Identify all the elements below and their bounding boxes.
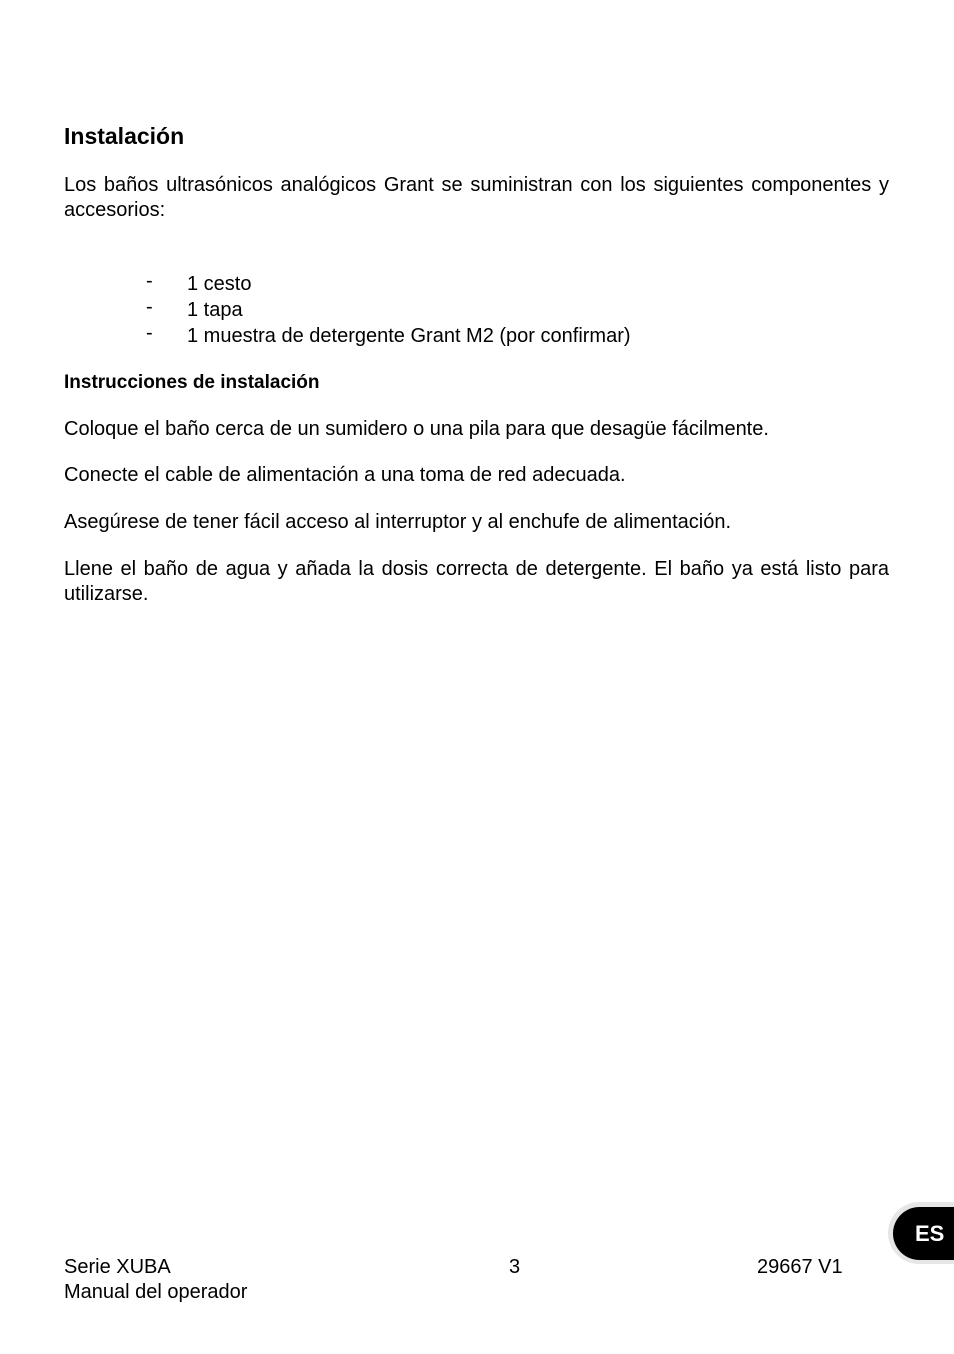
list-item [146, 323, 631, 349]
bullet-dash: - [146, 270, 153, 292]
section-heading: Instalación [64, 123, 185, 149]
components-list [146, 271, 631, 349]
instruction-paragraph: Conecte el cable de alimentación a una toma de red adecuada. [64, 464, 626, 486]
list-item-text: 1 muestra de detergente Grant M2 (por confirmar) [187, 325, 631, 347]
footer-page-number: 3 [509, 1256, 521, 1278]
footer-doc-code: 29667 V1 [757, 1256, 843, 1278]
footer-left [64, 1255, 247, 1305]
list-item-text: 1 tapa [187, 299, 243, 321]
intro-paragraph: Los baños ultrasónicos analógicos Grant se suministran con los siguientes componentes y accesorios: [64, 174, 889, 221]
bullet-dash: - [146, 296, 153, 318]
list-item-text: 1 cesto [187, 273, 252, 295]
instruction-paragraph: Llene el baño de agua y añada la dosis correcta de detergente. El baño ya está listo para utilizarse. [64, 558, 889, 605]
list-item [146, 271, 631, 297]
language-badge: ES [893, 1207, 954, 1260]
list-item [146, 297, 631, 323]
footer-series: Serie XUBA [64, 1256, 171, 1278]
footer-manual: Manual del operador [64, 1281, 248, 1303]
instruction-paragraph: Asegúrese de tener fácil acceso al interruptor y al enchufe de alimentación. [64, 511, 732, 533]
instruction-paragraph: Coloque el baño cerca de un sumidero o una pila para que desagüe fácilmente. [64, 418, 769, 440]
bullet-dash: - [146, 322, 153, 344]
instructions-heading: Instrucciones de instalación [64, 372, 320, 393]
